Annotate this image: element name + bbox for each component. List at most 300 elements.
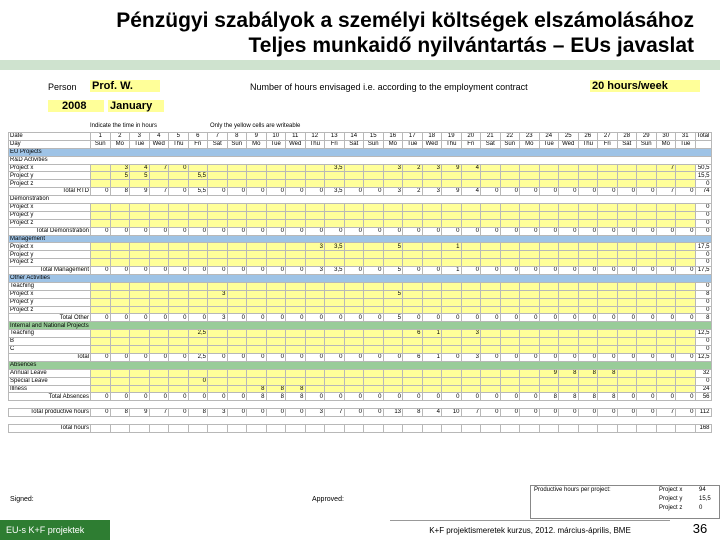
hour-input-cell[interactable]	[422, 369, 442, 377]
hour-input-cell[interactable]	[188, 298, 208, 306]
hour-input-cell[interactable]	[247, 172, 267, 180]
hour-input-cell[interactable]	[227, 369, 247, 377]
hour-input-cell[interactable]: 3	[305, 243, 325, 251]
hour-input-cell[interactable]	[481, 204, 501, 212]
hour-input-cell[interactable]	[500, 211, 520, 219]
hour-input-cell[interactable]	[676, 290, 696, 298]
hour-input-cell[interactable]	[383, 298, 403, 306]
hour-input-cell[interactable]	[91, 219, 111, 227]
hour-input-cell[interactable]	[481, 346, 501, 354]
hour-input-cell[interactable]	[325, 172, 345, 180]
hour-input-cell[interactable]	[344, 204, 364, 212]
hour-input-cell[interactable]	[169, 385, 189, 393]
hour-input-cell[interactable]	[325, 385, 345, 393]
hour-input-cell[interactable]	[305, 211, 325, 219]
hour-input-cell[interactable]	[578, 338, 598, 346]
hour-input-cell[interactable]	[676, 282, 696, 290]
hour-input-cell[interactable]	[149, 251, 169, 259]
hour-input-cell[interactable]	[325, 180, 345, 188]
hour-input-cell[interactable]	[442, 306, 462, 314]
hour-input-cell[interactable]	[598, 219, 618, 227]
hour-input-cell[interactable]	[364, 338, 384, 346]
hour-input-cell[interactable]	[247, 330, 267, 338]
hour-input-cell[interactable]	[149, 204, 169, 212]
hour-input-cell[interactable]	[227, 219, 247, 227]
hour-input-cell[interactable]	[344, 330, 364, 338]
hour-input-cell[interactable]	[500, 180, 520, 188]
hour-input-cell[interactable]	[539, 172, 559, 180]
hour-input-cell[interactable]	[188, 338, 208, 346]
hour-input-cell[interactable]	[422, 298, 442, 306]
hour-input-cell[interactable]	[422, 219, 442, 227]
hour-input-cell[interactable]	[247, 251, 267, 259]
hour-input-cell[interactable]	[559, 282, 579, 290]
hour-input-cell[interactable]	[520, 164, 540, 172]
hour-input-cell[interactable]	[208, 306, 228, 314]
hour-input-cell[interactable]	[656, 172, 676, 180]
hour-input-cell[interactable]	[208, 172, 228, 180]
hour-input-cell[interactable]	[130, 219, 150, 227]
hour-input-cell[interactable]	[110, 251, 130, 259]
hour-input-cell[interactable]	[520, 211, 540, 219]
hour-input-cell[interactable]	[110, 219, 130, 227]
hour-input-cell[interactable]	[598, 259, 618, 267]
hour-input-cell[interactable]	[286, 369, 306, 377]
hour-input-cell[interactable]	[344, 164, 364, 172]
hour-input-cell[interactable]	[500, 369, 520, 377]
hour-input-cell[interactable]	[637, 346, 657, 354]
hour-input-cell[interactable]	[266, 338, 286, 346]
hour-input-cell[interactable]	[91, 346, 111, 354]
hour-input-cell[interactable]: 8	[559, 369, 579, 377]
hour-input-cell[interactable]	[305, 219, 325, 227]
hour-input-cell[interactable]	[442, 211, 462, 219]
hour-input-cell[interactable]	[481, 282, 501, 290]
hour-input-cell[interactable]	[325, 306, 345, 314]
hour-input-cell[interactable]	[676, 330, 696, 338]
hour-input-cell[interactable]	[481, 251, 501, 259]
hour-input-cell[interactable]	[169, 298, 189, 306]
hour-input-cell[interactable]	[422, 385, 442, 393]
hour-input-cell[interactable]	[559, 243, 579, 251]
hour-input-cell[interactable]	[617, 306, 637, 314]
hour-input-cell[interactable]	[637, 180, 657, 188]
hour-input-cell[interactable]	[227, 164, 247, 172]
hour-input-cell[interactable]	[539, 180, 559, 188]
hour-input-cell[interactable]	[305, 377, 325, 385]
hour-input-cell[interactable]	[286, 306, 306, 314]
hour-input-cell[interactable]	[539, 251, 559, 259]
hour-input-cell[interactable]: 8	[578, 369, 598, 377]
hour-input-cell[interactable]	[520, 330, 540, 338]
hour-input-cell[interactable]: 3,5	[325, 164, 345, 172]
hour-input-cell[interactable]	[461, 385, 481, 393]
hour-input-cell[interactable]	[227, 282, 247, 290]
hour-input-cell[interactable]	[364, 377, 384, 385]
hour-input-cell[interactable]	[539, 243, 559, 251]
hour-input-cell[interactable]	[325, 219, 345, 227]
hour-input-cell[interactable]	[383, 282, 403, 290]
hour-input-cell[interactable]	[539, 290, 559, 298]
hour-input-cell[interactable]	[578, 385, 598, 393]
hour-input-cell[interactable]	[247, 211, 267, 219]
hour-input-cell[interactable]	[676, 211, 696, 219]
hour-input-cell[interactable]	[656, 251, 676, 259]
hour-input-cell[interactable]	[539, 377, 559, 385]
hour-input-cell[interactable]	[208, 251, 228, 259]
hour-input-cell[interactable]	[266, 164, 286, 172]
hour-input-cell[interactable]	[91, 180, 111, 188]
hour-input-cell[interactable]	[305, 282, 325, 290]
hour-input-cell[interactable]	[344, 243, 364, 251]
hour-input-cell[interactable]	[559, 211, 579, 219]
hour-input-cell[interactable]	[617, 346, 637, 354]
hour-input-cell[interactable]	[598, 172, 618, 180]
hour-input-cell[interactable]	[676, 164, 696, 172]
hour-input-cell[interactable]	[325, 251, 345, 259]
hour-input-cell[interactable]	[442, 298, 462, 306]
hour-input-cell[interactable]	[286, 219, 306, 227]
hour-input-cell[interactable]	[247, 346, 267, 354]
hour-input-cell[interactable]	[383, 180, 403, 188]
person-value[interactable]: Prof. W.	[90, 80, 160, 92]
hour-input-cell[interactable]	[500, 282, 520, 290]
hour-input-cell[interactable]	[227, 251, 247, 259]
hour-input-cell[interactable]	[617, 377, 637, 385]
hour-input-cell[interactable]	[383, 346, 403, 354]
hour-input-cell[interactable]	[617, 243, 637, 251]
hour-input-cell[interactable]	[676, 180, 696, 188]
hour-input-cell[interactable]	[656, 338, 676, 346]
hour-input-cell[interactable]	[325, 330, 345, 338]
hour-input-cell[interactable]	[325, 211, 345, 219]
hour-input-cell[interactable]	[403, 377, 423, 385]
hour-input-cell[interactable]	[305, 298, 325, 306]
hour-input-cell[interactable]	[247, 290, 267, 298]
hour-input-cell[interactable]	[188, 180, 208, 188]
hour-input-cell[interactable]	[637, 172, 657, 180]
hour-input-cell[interactable]	[169, 204, 189, 212]
hour-input-cell[interactable]	[617, 172, 637, 180]
hour-input-cell[interactable]	[286, 330, 306, 338]
hour-input-cell[interactable]	[539, 259, 559, 267]
hour-input-cell[interactable]	[149, 172, 169, 180]
hour-input-cell[interactable]	[637, 259, 657, 267]
hour-input-cell[interactable]: 4	[130, 164, 150, 172]
hour-input-cell[interactable]	[617, 385, 637, 393]
hour-input-cell[interactable]	[461, 243, 481, 251]
hour-input-cell[interactable]	[247, 298, 267, 306]
hour-input-cell[interactable]	[364, 243, 384, 251]
hour-input-cell[interactable]	[266, 290, 286, 298]
hour-input-cell[interactable]	[461, 377, 481, 385]
hour-input-cell[interactable]	[247, 219, 267, 227]
hour-input-cell[interactable]	[227, 243, 247, 251]
hour-input-cell[interactable]	[364, 346, 384, 354]
hour-input-cell[interactable]	[637, 330, 657, 338]
hour-input-cell[interactable]	[637, 164, 657, 172]
hour-input-cell[interactable]	[422, 290, 442, 298]
hour-input-cell[interactable]	[344, 211, 364, 219]
hour-input-cell[interactable]	[286, 211, 306, 219]
hour-input-cell[interactable]	[617, 164, 637, 172]
hour-input-cell[interactable]	[91, 298, 111, 306]
hour-input-cell[interactable]	[676, 369, 696, 377]
hour-input-cell[interactable]: 3	[383, 164, 403, 172]
hour-input-cell[interactable]	[481, 243, 501, 251]
hour-input-cell[interactable]	[559, 298, 579, 306]
hour-input-cell[interactable]	[247, 369, 267, 377]
hour-input-cell[interactable]	[227, 298, 247, 306]
hour-input-cell[interactable]	[208, 338, 228, 346]
hour-input-cell[interactable]	[286, 172, 306, 180]
hour-input-cell[interactable]	[110, 338, 130, 346]
hour-input-cell[interactable]	[364, 306, 384, 314]
hour-input-cell[interactable]	[286, 290, 306, 298]
hour-input-cell[interactable]	[500, 251, 520, 259]
hour-input-cell[interactable]	[598, 306, 618, 314]
hour-input-cell[interactable]	[481, 211, 501, 219]
hour-input-cell[interactable]	[169, 369, 189, 377]
hour-input-cell[interactable]	[461, 282, 481, 290]
hour-input-cell[interactable]	[559, 290, 579, 298]
hour-input-cell[interactable]	[247, 306, 267, 314]
hour-input-cell[interactable]	[403, 385, 423, 393]
hour-input-cell[interactable]: 7	[656, 164, 676, 172]
hour-input-cell[interactable]	[266, 346, 286, 354]
hour-input-cell[interactable]	[559, 306, 579, 314]
hour-input-cell[interactable]	[188, 385, 208, 393]
hour-input-cell[interactable]	[110, 211, 130, 219]
hour-input-cell[interactable]	[578, 164, 598, 172]
hour-input-cell[interactable]	[227, 204, 247, 212]
hour-input-cell[interactable]	[188, 251, 208, 259]
hour-input-cell[interactable]	[481, 385, 501, 393]
hour-input-cell[interactable]	[149, 377, 169, 385]
hour-input-cell[interactable]	[422, 211, 442, 219]
hour-input-cell[interactable]	[110, 306, 130, 314]
hour-input-cell[interactable]	[637, 211, 657, 219]
hour-input-cell[interactable]	[110, 385, 130, 393]
hour-input-cell[interactable]	[422, 251, 442, 259]
hour-input-cell[interactable]	[637, 219, 657, 227]
hour-input-cell[interactable]	[286, 282, 306, 290]
hour-input-cell[interactable]	[403, 369, 423, 377]
hour-input-cell[interactable]	[539, 338, 559, 346]
hour-input-cell[interactable]	[461, 172, 481, 180]
hour-input-cell[interactable]	[520, 385, 540, 393]
hour-input-cell[interactable]	[110, 369, 130, 377]
hour-input-cell[interactable]	[344, 259, 364, 267]
hour-input-cell[interactable]	[598, 338, 618, 346]
hour-input-cell[interactable]	[461, 346, 481, 354]
hour-input-cell[interactable]	[481, 338, 501, 346]
hour-input-cell[interactable]	[91, 251, 111, 259]
hour-input-cell[interactable]	[676, 306, 696, 314]
hour-input-cell[interactable]: 2,5	[188, 330, 208, 338]
hour-input-cell[interactable]	[403, 306, 423, 314]
hour-input-cell[interactable]	[598, 290, 618, 298]
hour-input-cell[interactable]	[559, 346, 579, 354]
hour-input-cell[interactable]	[208, 330, 228, 338]
hour-input-cell[interactable]	[227, 385, 247, 393]
hour-input-cell[interactable]	[91, 211, 111, 219]
hour-input-cell[interactable]	[559, 219, 579, 227]
hour-input-cell[interactable]	[149, 369, 169, 377]
hour-input-cell[interactable]	[598, 251, 618, 259]
hour-input-cell[interactable]	[130, 369, 150, 377]
hour-input-cell[interactable]	[403, 243, 423, 251]
hour-input-cell[interactable]	[598, 211, 618, 219]
hour-input-cell[interactable]	[188, 211, 208, 219]
hour-input-cell[interactable]	[442, 369, 462, 377]
hour-input-cell[interactable]	[656, 385, 676, 393]
hour-input-cell[interactable]	[461, 290, 481, 298]
hour-input-cell[interactable]	[169, 243, 189, 251]
hour-input-cell[interactable]	[422, 306, 442, 314]
hour-input-cell[interactable]	[344, 282, 364, 290]
hour-input-cell[interactable]	[247, 164, 267, 172]
hour-input-cell[interactable]	[91, 385, 111, 393]
hour-input-cell[interactable]	[656, 219, 676, 227]
hour-input-cell[interactable]	[539, 211, 559, 219]
hour-input-cell[interactable]	[149, 219, 169, 227]
hour-input-cell[interactable]	[91, 377, 111, 385]
hour-input-cell[interactable]	[188, 164, 208, 172]
hour-input-cell[interactable]	[500, 243, 520, 251]
hour-input-cell[interactable]	[149, 338, 169, 346]
hour-input-cell[interactable]	[422, 338, 442, 346]
hour-input-cell[interactable]	[188, 219, 208, 227]
hour-input-cell[interactable]	[188, 306, 208, 314]
hour-input-cell[interactable]	[364, 369, 384, 377]
hour-input-cell[interactable]	[227, 211, 247, 219]
hour-input-cell[interactable]	[286, 346, 306, 354]
hour-input-cell[interactable]	[442, 346, 462, 354]
hour-input-cell[interactable]	[617, 204, 637, 212]
hour-input-cell[interactable]	[403, 259, 423, 267]
hour-input-cell[interactable]	[598, 164, 618, 172]
hour-input-cell[interactable]	[169, 338, 189, 346]
hour-input-cell[interactable]	[617, 180, 637, 188]
hour-input-cell[interactable]	[676, 243, 696, 251]
hour-input-cell[interactable]	[227, 306, 247, 314]
hour-input-cell[interactable]	[637, 282, 657, 290]
hour-input-cell[interactable]	[637, 377, 657, 385]
hour-input-cell[interactable]	[305, 259, 325, 267]
hour-input-cell[interactable]	[383, 219, 403, 227]
hour-input-cell[interactable]	[578, 172, 598, 180]
hour-input-cell[interactable]	[344, 369, 364, 377]
hour-input-cell[interactable]	[91, 204, 111, 212]
hour-input-cell[interactable]	[286, 180, 306, 188]
hour-input-cell[interactable]	[325, 282, 345, 290]
hour-input-cell[interactable]	[91, 330, 111, 338]
hour-input-cell[interactable]	[169, 219, 189, 227]
hour-input-cell[interactable]	[461, 211, 481, 219]
hour-input-cell[interactable]	[130, 290, 150, 298]
hour-input-cell[interactable]	[305, 338, 325, 346]
hour-input-cell[interactable]: 8	[247, 385, 267, 393]
hour-input-cell[interactable]	[208, 298, 228, 306]
hour-input-cell[interactable]	[403, 338, 423, 346]
hour-input-cell[interactable]	[227, 290, 247, 298]
hour-input-cell[interactable]: 4	[461, 164, 481, 172]
hour-input-cell[interactable]	[676, 338, 696, 346]
hour-input-cell[interactable]	[344, 180, 364, 188]
hour-input-cell[interactable]	[364, 180, 384, 188]
hour-input-cell[interactable]	[305, 172, 325, 180]
hour-input-cell[interactable]	[188, 259, 208, 267]
hour-input-cell[interactable]	[130, 298, 150, 306]
hour-input-cell[interactable]: 5	[383, 290, 403, 298]
hour-input-cell[interactable]	[286, 251, 306, 259]
hour-input-cell[interactable]: 9	[442, 164, 462, 172]
hour-input-cell[interactable]	[266, 251, 286, 259]
hour-input-cell[interactable]	[559, 377, 579, 385]
hour-input-cell[interactable]	[656, 282, 676, 290]
hour-input-cell[interactable]	[383, 377, 403, 385]
hour-input-cell[interactable]	[578, 251, 598, 259]
hour-input-cell[interactable]	[110, 204, 130, 212]
hour-input-cell[interactable]	[403, 211, 423, 219]
hour-input-cell[interactable]	[578, 282, 598, 290]
hour-input-cell[interactable]	[559, 204, 579, 212]
hour-input-cell[interactable]	[676, 385, 696, 393]
hour-input-cell[interactable]	[130, 251, 150, 259]
hour-input-cell[interactable]	[149, 211, 169, 219]
hour-input-cell[interactable]	[364, 282, 384, 290]
hour-input-cell[interactable]	[149, 346, 169, 354]
hour-input-cell[interactable]	[461, 204, 481, 212]
hour-input-cell[interactable]	[305, 346, 325, 354]
hour-input-cell[interactable]	[383, 211, 403, 219]
hour-input-cell[interactable]	[91, 172, 111, 180]
hour-input-cell[interactable]	[325, 204, 345, 212]
hour-input-cell[interactable]	[461, 338, 481, 346]
hour-input-cell[interactable]	[130, 180, 150, 188]
hour-input-cell[interactable]	[130, 377, 150, 385]
hour-input-cell[interactable]	[559, 330, 579, 338]
hour-input-cell[interactable]	[539, 204, 559, 212]
hour-input-cell[interactable]	[442, 385, 462, 393]
hour-input-cell[interactable]	[637, 385, 657, 393]
hour-input-cell[interactable]	[559, 164, 579, 172]
hour-input-cell[interactable]	[266, 377, 286, 385]
hour-input-cell[interactable]: 3	[461, 330, 481, 338]
hour-input-cell[interactable]	[305, 369, 325, 377]
hour-input-cell[interactable]	[403, 204, 423, 212]
hour-input-cell[interactable]	[383, 369, 403, 377]
hour-input-cell[interactable]	[208, 219, 228, 227]
hour-input-cell[interactable]	[578, 180, 598, 188]
hour-input-cell[interactable]	[344, 290, 364, 298]
hour-input-cell[interactable]	[500, 306, 520, 314]
hour-input-cell[interactable]	[208, 385, 228, 393]
hour-input-cell[interactable]	[305, 180, 325, 188]
hour-input-cell[interactable]	[500, 377, 520, 385]
hour-input-cell[interactable]	[617, 211, 637, 219]
hour-input-cell[interactable]	[559, 385, 579, 393]
hour-input-cell[interactable]	[169, 290, 189, 298]
hour-input-cell[interactable]	[110, 243, 130, 251]
hour-input-cell[interactable]	[442, 219, 462, 227]
hour-input-cell[interactable]	[539, 219, 559, 227]
hour-input-cell[interactable]	[442, 338, 462, 346]
hour-input-cell[interactable]	[208, 180, 228, 188]
hour-input-cell[interactable]	[188, 282, 208, 290]
hour-input-cell[interactable]	[598, 385, 618, 393]
